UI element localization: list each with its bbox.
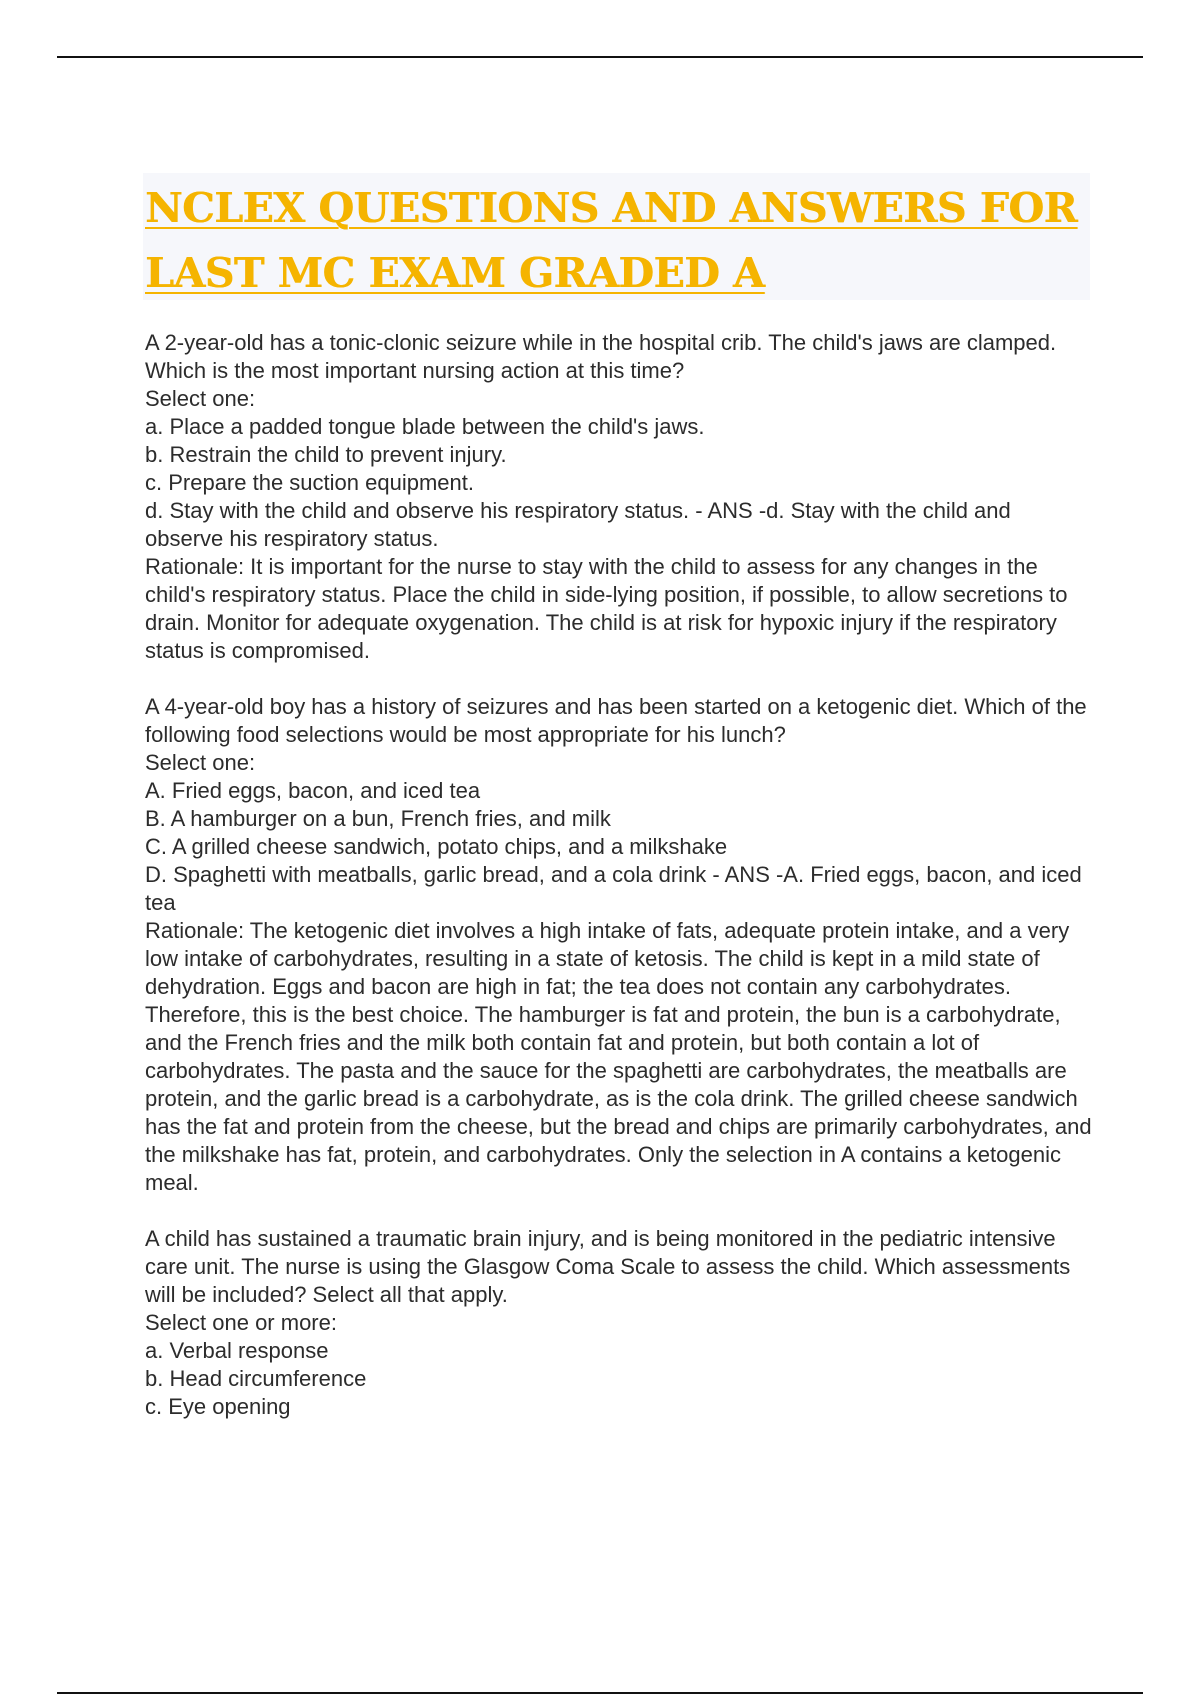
- answer-option: C. A grilled cheese sandwich, potato chips, and a milkshake: [145, 834, 728, 859]
- answer-option: a. Place a padded tongue blade between the child's jaws.: [145, 414, 705, 439]
- document-body: [145, 329, 1095, 1449]
- bottom-rule: [57, 1692, 1143, 1694]
- answer-option: a. Verbal response: [145, 1338, 329, 1363]
- answer-option: d. Stay with the child and observe his respiratory status. - ANS -d. Stay with the child and observe his respiratory status.: [145, 498, 1011, 551]
- answer-option: D. Spaghetti with meatballs, garlic bread, and a cola drink - ANS -A. Fried eggs, bacon, and iced tea: [145, 862, 1082, 915]
- top-rule: [57, 56, 1143, 58]
- question-instruction: Select one:: [145, 750, 256, 775]
- question-3: [145, 1225, 1095, 1421]
- question-2: [145, 693, 1095, 1197]
- document-title-line-1: NCLEX QUESTIONS AND ANSWERS FOR: [145, 184, 1078, 232]
- document-title-line-2: LAST MC EXAM GRADED A: [145, 249, 765, 297]
- question-stem: A 2-year-old has a tonic-clonic seizure while in the hospital crib. The child's jaws are clamped. Which is the most important nursing action at this time?: [145, 330, 1057, 383]
- question-stem: A child has sustained a traumatic brain injury, and is being monitored in the pediatric intensive care unit. The nurse is using the Glasgow Coma Scale to assess the child. Which assessments will be included? Select all that apply.: [145, 1226, 1071, 1307]
- answer-option: b. Restrain the child to prevent injury.: [145, 442, 507, 467]
- question-instruction: Select one or more:: [145, 1310, 337, 1335]
- question-1: [145, 329, 1095, 665]
- answer-option: b. Head circumference: [145, 1366, 367, 1391]
- question-stem: A 4-year-old boy has a history of seizures and has been started on a ketogenic diet. Which of the following food selections would be most appropriate for his lunch?: [145, 694, 1087, 747]
- answer-option: c. Prepare the suction equipment.: [145, 470, 474, 495]
- answer-option: B. A hamburger on a bun, French fries, and milk: [145, 806, 611, 831]
- rationale-text: Rationale: It is important for the nurse to stay with the child to assess for any changes in the child's respiratory status. Place the child in side-lying position, if possible, to allow secretions to drain. Monitor for adequate oxygenation. The child is at risk for hypoxic injury if the respiratory status is compromised.: [145, 554, 1068, 663]
- rationale-text: Rationale: The ketogenic diet involves a high intake of fats, adequate protein intake, and a very low intake of carbohydrates, resulting in a state of ketosis. The child is kept in a mild state of dehydration. Eggs and bacon are high in fat; the tea does not contain any carbohydrates. Therefore, this is the best choice. The hamburger is fat and protein, the bun is a carbohydrate, and the French fries and the milk both contain fat and protein, but both contain a lot of carbohydrates. The pasta and the sauce for the spaghetti are carbohydrates, the meatballs are protein, and the garlic bread is a carbohydrate, as is the cola drink. The grilled cheese sandwich has the fat and protein from the cheese, but the bread and chips are primarily carbohydrates, and the milkshake has fat, protein, and carbohydrates. Only the selection in A contains a ketogenic meal.: [145, 918, 1092, 1195]
- answer-option: A. Fried eggs, bacon, and iced tea: [145, 778, 481, 803]
- question-instruction: Select one:: [145, 386, 256, 411]
- answer-option: c. Eye opening: [145, 1394, 291, 1419]
